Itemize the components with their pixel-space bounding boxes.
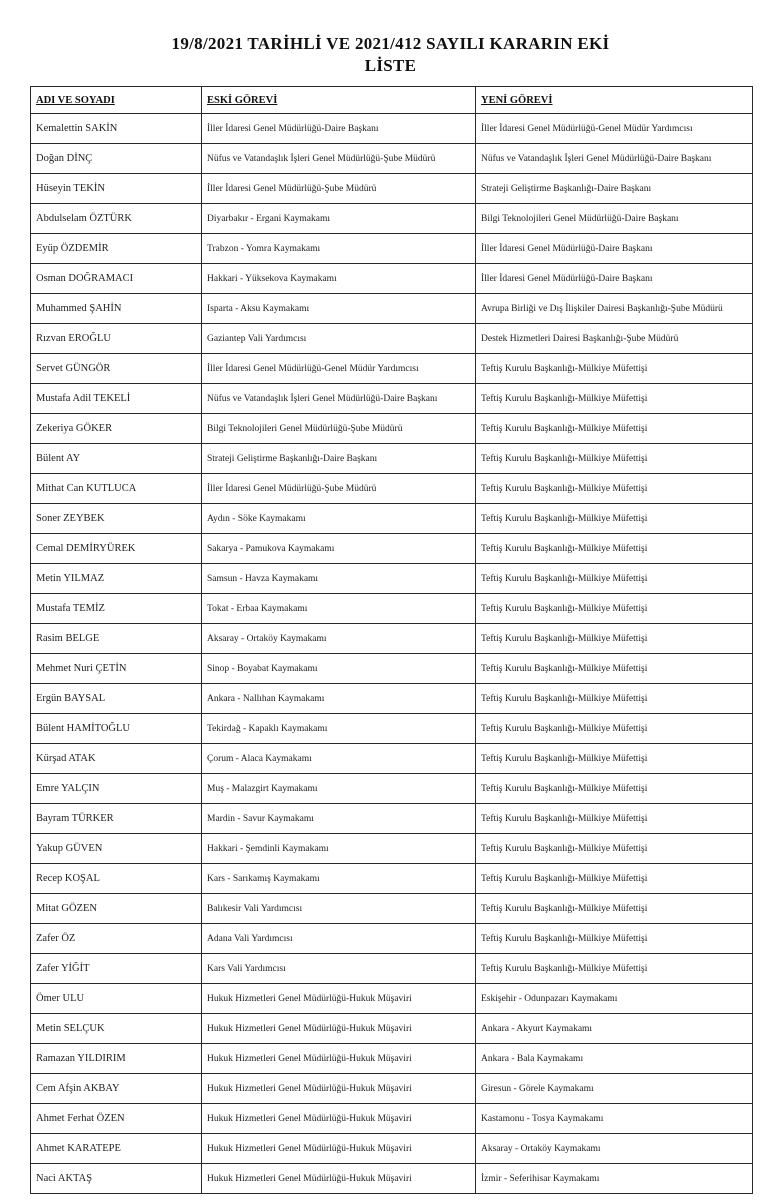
cell-name: Ömer ULU [31,984,202,1014]
cell-old-position: Gaziantep Vali Yardımcısı [202,324,476,354]
cell-name: Zekeriya GÖKER [31,414,202,444]
cell-new-position: İller İdaresi Genel Müdürlüğü-Daire Başkanı [476,264,753,294]
cell-old-position: Nüfus ve Vatandaşlık İşleri Genel Müdürlüğü-Şube Müdürü [202,144,476,174]
cell-old-position: Hukuk Hizmetleri Genel Müdürlüğü-Hukuk Müşaviri [202,1134,476,1164]
cell-new-position: Teftiş Kurulu Başkanlığı-Mülkiye Müfettişi [476,654,753,684]
cell-name: Zafer ÖZ [31,924,202,954]
cell-old-position: Aksaray - Ortaköy Kaymakamı [202,624,476,654]
cell-old-position: Hukuk Hizmetleri Genel Müdürlüğü-Hukuk Müşaviri [202,1014,476,1044]
cell-new-position: Teftiş Kurulu Başkanlığı-Mülkiye Müfettişi [476,504,753,534]
cell-new-position: Teftiş Kurulu Başkanlığı-Mülkiye Müfettişi [476,354,753,384]
cell-name: Ergün BAYSAL [31,684,202,714]
cell-old-position: Hakkari - Yüksekova Kaymakamı [202,264,476,294]
table-row [31,954,753,984]
cell-old-position: Aydın - Söke Kaymakamı [202,504,476,534]
cell-old-position: Tekirdağ - Kapaklı Kaymakamı [202,714,476,744]
cell-new-position: Teftiş Kurulu Başkanlığı-Mülkiye Müfettişi [476,414,753,444]
cell-new-position: İller İdaresi Genel Müdürlüğü-Genel Müdür Yardımcısı [476,114,753,144]
cell-new-position: Avrupa Birliği ve Dış İlişkiler Dairesi Başkanlığı-Şube Müdürü [476,294,753,324]
cell-old-position: Samsun - Havza Kaymakamı [202,564,476,594]
table-row [31,474,753,504]
cell-new-position: Teftiş Kurulu Başkanlığı-Mülkiye Müfettişi [476,474,753,504]
cell-new-position: Teftiş Kurulu Başkanlığı-Mülkiye Müfettişi [476,624,753,654]
cell-name: Emre YALÇIN [31,774,202,804]
table-row [31,1104,753,1134]
cell-new-position: Strateji Geliştirme Başkanlığı-Daire Başkanı [476,174,753,204]
cell-new-position: Teftiş Kurulu Başkanlığı-Mülkiye Müfettişi [476,954,753,984]
cell-old-position: Hakkari - Şemdinli Kaymakamı [202,834,476,864]
cell-old-position: Hukuk Hizmetleri Genel Müdürlüğü-Hukuk Müşaviri [202,1074,476,1104]
cell-name: Kürşad ATAK [31,744,202,774]
table-row [31,444,753,474]
cell-name: Naci AKTAŞ [31,1164,202,1194]
cell-new-position: Teftiş Kurulu Başkanlığı-Mülkiye Müfettişi [476,804,753,834]
cell-old-position: İller İdaresi Genel Müdürlüğü-Şube Müdürü [202,174,476,204]
table-row [31,684,753,714]
table-row [31,294,753,324]
cell-old-position: Nüfus ve Vatandaşlık İşleri Genel Müdürlüğü-Daire Başkanı [202,384,476,414]
cell-name: Rasim BELGE [31,624,202,654]
table-row [31,234,753,264]
cell-old-position: Kars Vali Yardımcısı [202,954,476,984]
cell-new-position: Aksaray - Ortaköy Kaymakamı [476,1134,753,1164]
cell-name: Yakup GÜVEN [31,834,202,864]
table-row [31,654,753,684]
cell-new-position: Giresun - Görele Kaymakamı [476,1074,753,1104]
cell-new-position: Teftiş Kurulu Başkanlığı-Mülkiye Müfettişi [476,564,753,594]
cell-name: Rızvan EROĞLU [31,324,202,354]
cell-new-position: Teftiş Kurulu Başkanlığı-Mülkiye Müfettişi [476,384,753,414]
table-row [31,264,753,294]
table-row [31,504,753,534]
cell-name: Mitat GÖZEN [31,894,202,924]
cell-new-position: Destek Hizmetleri Dairesi Başkanlığı-Şube Müdürü [476,324,753,354]
cell-name: Mustafa TEMİZ [31,594,202,624]
table-row [31,114,753,144]
cell-new-position: Kastamonu - Tosya Kaymakamı [476,1104,753,1134]
table-row [31,594,753,624]
cell-new-position: Teftiş Kurulu Başkanlığı-Mülkiye Müfettişi [476,924,753,954]
table-row [31,414,753,444]
cell-name: Mustafa Adil TEKELİ [31,384,202,414]
cell-new-position: Eskişehir - Odunpazarı Kaymakamı [476,984,753,1014]
cell-name: Eyüp ÖZDEMİR [31,234,202,264]
cell-new-position: Teftiş Kurulu Başkanlığı-Mülkiye Müfettişi [476,594,753,624]
cell-old-position: Kars - Sarıkamış Kaymakamı [202,864,476,894]
table-row [31,714,753,744]
cell-new-position: Ankara - Akyurt Kaymakamı [476,1014,753,1044]
header-old-position: ESKİ GÖREVİ [202,87,476,114]
cell-name: Muhammed ŞAHİN [31,294,202,324]
cell-new-position: Teftiş Kurulu Başkanlığı-Mülkiye Müfettişi [476,444,753,474]
cell-old-position: Balıkesir Vali Yardımcısı [202,894,476,924]
cell-name: Metin YILMAZ [31,564,202,594]
cell-old-position: Bilgi Teknolojileri Genel Müdürlüğü-Şube Müdürü [202,414,476,444]
cell-name: Recep KOŞAL [31,864,202,894]
cell-new-position: İller İdaresi Genel Müdürlüğü-Daire Başkanı [476,234,753,264]
cell-new-position: Bilgi Teknolojileri Genel Müdürlüğü-Daire Başkanı [476,204,753,234]
cell-name: Ramazan YILDIRIM [31,1044,202,1074]
document-subtitle: LİSTE [364,56,417,75]
cell-old-position: Sakarya - Pamukova Kaymakamı [202,534,476,564]
table-row [31,924,753,954]
cell-old-position: İller İdaresi Genel Müdürlüğü-Şube Müdürü [202,474,476,504]
table-row [31,204,753,234]
cell-new-position: Teftiş Kurulu Başkanlığı-Mülkiye Müfettişi [476,534,753,564]
cell-old-position: Adana Vali Yardımcısı [202,924,476,954]
cell-old-position: Çorum - Alaca Kaymakamı [202,744,476,774]
assignment-table [30,86,753,1194]
header-name: ADI VE SOYADI [31,87,202,114]
cell-name: Soner ZEYBEK [31,504,202,534]
cell-old-position: Mardin - Savur Kaymakamı [202,804,476,834]
cell-old-position: Hukuk Hizmetleri Genel Müdürlüğü-Hukuk Müşaviri [202,1164,476,1194]
table-row [31,1164,753,1194]
table-row [31,1014,753,1044]
table-row [31,384,753,414]
table-row [31,804,753,834]
cell-name: Metin SELÇUK [31,1014,202,1044]
cell-old-position: Diyarbakır - Ergani Kaymakamı [202,204,476,234]
table-row [31,1074,753,1104]
table-row [31,1044,753,1074]
table-header-row [31,87,753,114]
table-row [31,564,753,594]
document-title: 19/8/2021 TARİHLİ VE 2021/412 SAYILI KARARIN EKİ [171,34,610,53]
cell-name: Servet GÜNGÖR [31,354,202,384]
table-row [31,624,753,654]
cell-name: Bülent AY [31,444,202,474]
cell-new-position: İzmir - Seferihisar Kaymakamı [476,1164,753,1194]
table-row [31,1134,753,1164]
cell-name: Mehmet Nuri ÇETİN [31,654,202,684]
table-row [31,144,753,174]
cell-name: Ahmet Ferhat ÖZEN [31,1104,202,1134]
table-row [31,864,753,894]
cell-old-position: Sinop - Boyabat Kaymakamı [202,654,476,684]
cell-name: Kemalettin SAKİN [31,114,202,144]
table-row [31,174,753,204]
cell-name: Bülent HAMİTOĞLU [31,714,202,744]
table-row [31,984,753,1014]
cell-name: Doğan DİNÇ [31,144,202,174]
cell-old-position: İller İdaresi Genel Müdürlüğü-Genel Müdür Yardımcısı [202,354,476,384]
cell-new-position: Nüfus ve Vatandaşlık İşleri Genel Müdürlüğü-Daire Başkanı [476,144,753,174]
table-row [31,324,753,354]
table-row [31,354,753,384]
cell-name: Zafer YİĞİT [31,954,202,984]
table-row [31,534,753,564]
header-new-position: YENİ GÖREVİ [476,87,753,114]
cell-new-position: Teftiş Kurulu Başkanlığı-Mülkiye Müfettişi [476,684,753,714]
cell-old-position: Tokat - Erbaa Kaymakamı [202,594,476,624]
cell-new-position: Teftiş Kurulu Başkanlığı-Mülkiye Müfettişi [476,714,753,744]
table-row [31,834,753,864]
cell-old-position: Isparta - Aksu Kaymakamı [202,294,476,324]
cell-old-position: Muş - Malazgirt Kaymakamı [202,774,476,804]
cell-new-position: Teftiş Kurulu Başkanlığı-Mülkiye Müfettişi [476,834,753,864]
cell-old-position: Strateji Geliştirme Başkanlığı-Daire Başkanı [202,444,476,474]
cell-name: Bayram TÜRKER [31,804,202,834]
cell-name: Abdulselam ÖZTÜRK [31,204,202,234]
cell-new-position: Teftiş Kurulu Başkanlığı-Mülkiye Müfettişi [476,864,753,894]
cell-old-position: İller İdaresi Genel Müdürlüğü-Daire Başkanı [202,114,476,144]
table-row [31,894,753,924]
cell-new-position: Teftiş Kurulu Başkanlığı-Mülkiye Müfettişi [476,744,753,774]
cell-name: Hüseyin TEKİN [31,174,202,204]
cell-old-position: Hukuk Hizmetleri Genel Müdürlüğü-Hukuk Müşaviri [202,984,476,1014]
cell-old-position: Ankara - Nallıhan Kaymakamı [202,684,476,714]
cell-new-position: Ankara - Bala Kaymakamı [476,1044,753,1074]
cell-old-position: Hukuk Hizmetleri Genel Müdürlüğü-Hukuk Müşaviri [202,1044,476,1074]
cell-new-position: Teftiş Kurulu Başkanlığı-Mülkiye Müfettişi [476,894,753,924]
cell-name: Mithat Can KUTLUCA [31,474,202,504]
cell-new-position: Teftiş Kurulu Başkanlığı-Mülkiye Müfettişi [476,774,753,804]
table-row [31,744,753,774]
cell-old-position: Trabzon - Yomra Kaymakamı [202,234,476,264]
cell-name: Osman DOĞRAMACI [31,264,202,294]
table-row [31,774,753,804]
cell-name: Cem Afşin AKBAY [31,1074,202,1104]
cell-name: Cemal DEMİRYÜREK [31,534,202,564]
cell-old-position: Hukuk Hizmetleri Genel Müdürlüğü-Hukuk Müşaviri [202,1104,476,1134]
cell-name: Ahmet KARATEPE [31,1134,202,1164]
